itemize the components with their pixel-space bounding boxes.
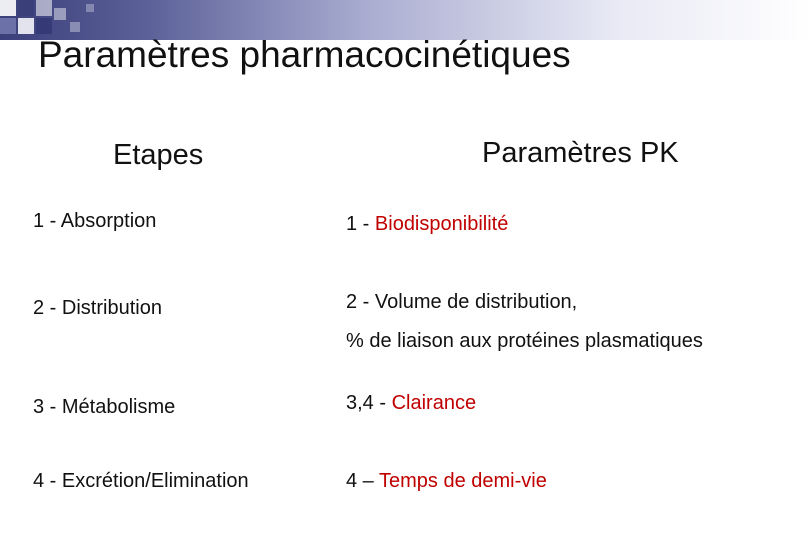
param-highlight: Clairance — [391, 392, 477, 414]
param-highlight: Temps de demi-vie — [379, 470, 547, 492]
param-half-life — [346, 470, 547, 493]
column-header-pk-params: Paramètres PK — [482, 137, 679, 169]
step-metabolism: 3 - Métabolisme — [33, 396, 176, 418]
column-header-steps: Etapes — [113, 139, 204, 171]
param-highlight: Biodisponibilité — [374, 213, 509, 235]
param-clearance — [346, 392, 476, 415]
step-excretion: 4 - Excrétion/Elimination — [33, 470, 249, 492]
param-protein-binding: % de liaison aux protéines plasmatiques — [346, 330, 703, 352]
slide-title: Paramètres pharmacocinétiques — [38, 34, 571, 75]
param-number: 4 – — [346, 470, 379, 492]
step-distribution: 2 - Distribution — [33, 297, 162, 319]
param-number: 1 - — [346, 213, 375, 235]
param-bioavailability — [346, 213, 508, 236]
param-number: 3,4 - — [346, 392, 392, 414]
param-volume-distribution: 2 - Volume de distribution, — [346, 291, 578, 313]
step-absorption: 1 - Absorption — [33, 210, 157, 232]
